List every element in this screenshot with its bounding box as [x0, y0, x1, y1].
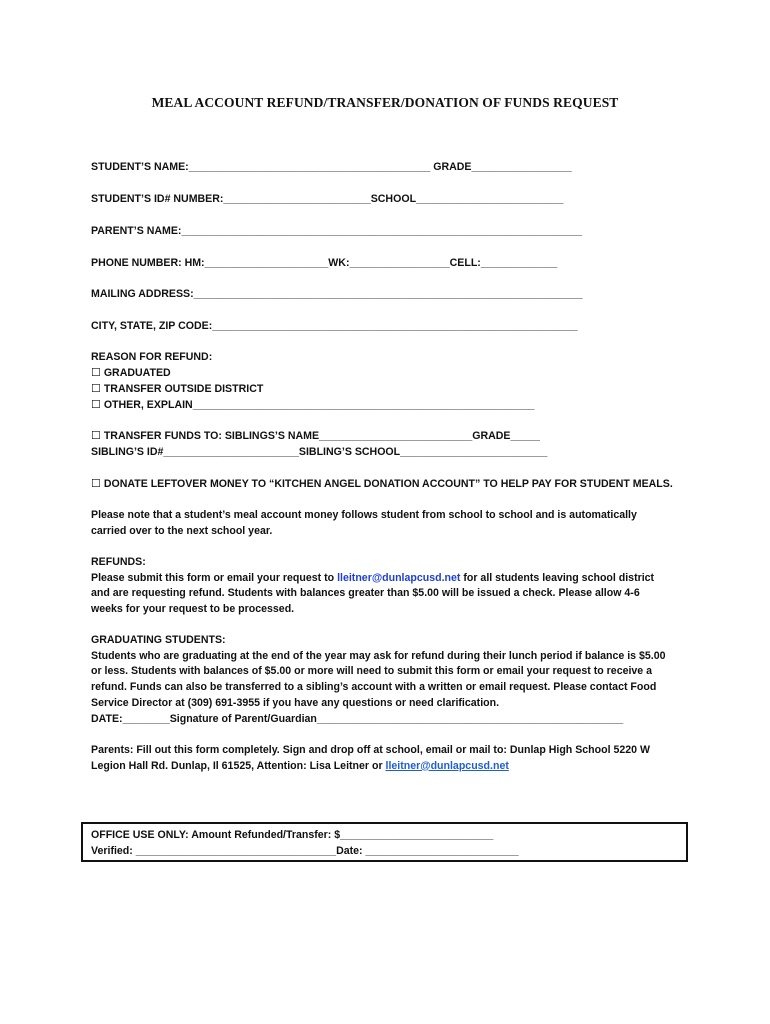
parents-instructions — [91, 743, 671, 774]
checkbox-icon[interactable]: ☐ — [91, 383, 101, 395]
parents-text — [91, 743, 671, 774]
refunds-text-end: for all students leaving school district and are requesting refund. Students with balances greater than $5.00 will be issued a check. Please allow 4-6 weeks for your request to be processed. — [91, 571, 655, 616]
sibling-id-field[interactable]: SIBLING’S ID#_______________________SIBLING’S SCHOOL_________________________ — [91, 446, 548, 458]
parents-email-link[interactable]: lleitner@dunlapcusd.net — [385, 759, 509, 772]
checkbox-icon[interactable]: ☐ — [91, 399, 101, 411]
city-state-zip-field[interactable]: CITY, STATE, ZIP CODE:______________________________________________________________ — [91, 320, 578, 332]
graduating-section — [91, 633, 671, 727]
reason-heading: REASON FOR REFUND: — [91, 351, 213, 363]
other-label: OTHER, EXPLAIN__________________________________________________________ — [100, 399, 535, 411]
refunds-text-start: Please submit this form or email your request to — [91, 571, 338, 584]
graduated-label: GRADUATED — [100, 367, 171, 379]
refunds-text — [91, 571, 671, 618]
refunds-section — [91, 555, 671, 618]
student-id-field[interactable]: STUDENT’S ID# NUMBER:_________________________SCHOOL_________________________ — [91, 193, 564, 205]
transfer-funds-option[interactable] — [91, 429, 540, 443]
page-title: MEAL ACCOUNT REFUND/TRANSFER/DONATION OF FUNDS REQUEST — [151, 95, 619, 110]
donate-option[interactable] — [91, 477, 673, 491]
checkbox-icon[interactable]: ☐ — [91, 430, 101, 442]
parent-name-field[interactable]: PARENT’S NAME:____________________________________________________________________ — [91, 225, 583, 237]
checkbox-icon[interactable]: ☐ — [91, 367, 101, 379]
refunds-heading: REFUNDS: — [91, 556, 146, 568]
office-amount-field[interactable]: OFFICE USE ONLY: Amount Refunded/Transfer: $__________________________ — [91, 829, 494, 841]
office-use-box — [81, 822, 688, 862]
office-verified-field[interactable]: Verified: __________________________________Date: __________________________ — [91, 845, 519, 857]
graduating-text: Students who are graduating at the end of the year may ask for refund during their lunch period if balance is $5.00 or less. Students with balances of $5.00 or more will need to submit this form or email your request to receive a refund. Funds can also be transferred to a sibling’s account with a written or email request. Please contact Food Service Director at (309) 691-3955 if you have any questions or need clarification. — [91, 649, 666, 709]
mailing-address-field[interactable]: MAILING ADDRESS:__________________________________________________________________ — [91, 288, 583, 300]
phone-field[interactable]: PHONE NUMBER: HM:_____________________WK:_________________CELL:_____________ — [91, 257, 558, 269]
transfer-outside-label: TRANSFER OUTSIDE DISTRICT — [100, 383, 264, 395]
student-name-field[interactable]: STUDENT’S NAME:_________________________________________ GRADE_________________ — [91, 161, 572, 173]
other-option[interactable] — [91, 398, 534, 412]
transfer-outside-option[interactable] — [91, 382, 263, 396]
parents-text-body: Parents: Fill out this form completely. Sign and drop off at school, email or mail to: Dunlap High School 5220 W Legion Hall Rd. Dunlap, Il 61525, Attention: Lisa Leitner or — [91, 744, 650, 772]
transfer-funds-label: TRANSFER FUNDS TO: SIBLINGS’S NAME__________________________GRADE_____ — [100, 430, 540, 442]
refunds-email-link[interactable]: lleitner@dunlapcusd.net — [337, 571, 461, 584]
checkbox-icon[interactable]: ☐ — [91, 478, 101, 490]
graduated-option[interactable] — [91, 366, 171, 380]
donate-label: DONATE LEFTOVER MONEY TO “KITCHEN ANGEL DONATION ACCOUNT” TO HELP PAY FOR STUDENT MEALS. — [100, 478, 673, 490]
date-signature-field[interactable]: DATE:________Signature of Parent/Guardian____________________________________________________ — [91, 712, 624, 725]
graduating-heading: GRADUATING STUDENTS: — [91, 634, 226, 646]
note-text: Please note that a student’s meal account money follows student from school to school and is automatically carried over to the next school year. — [91, 509, 637, 537]
note-paragraph — [91, 508, 671, 539]
